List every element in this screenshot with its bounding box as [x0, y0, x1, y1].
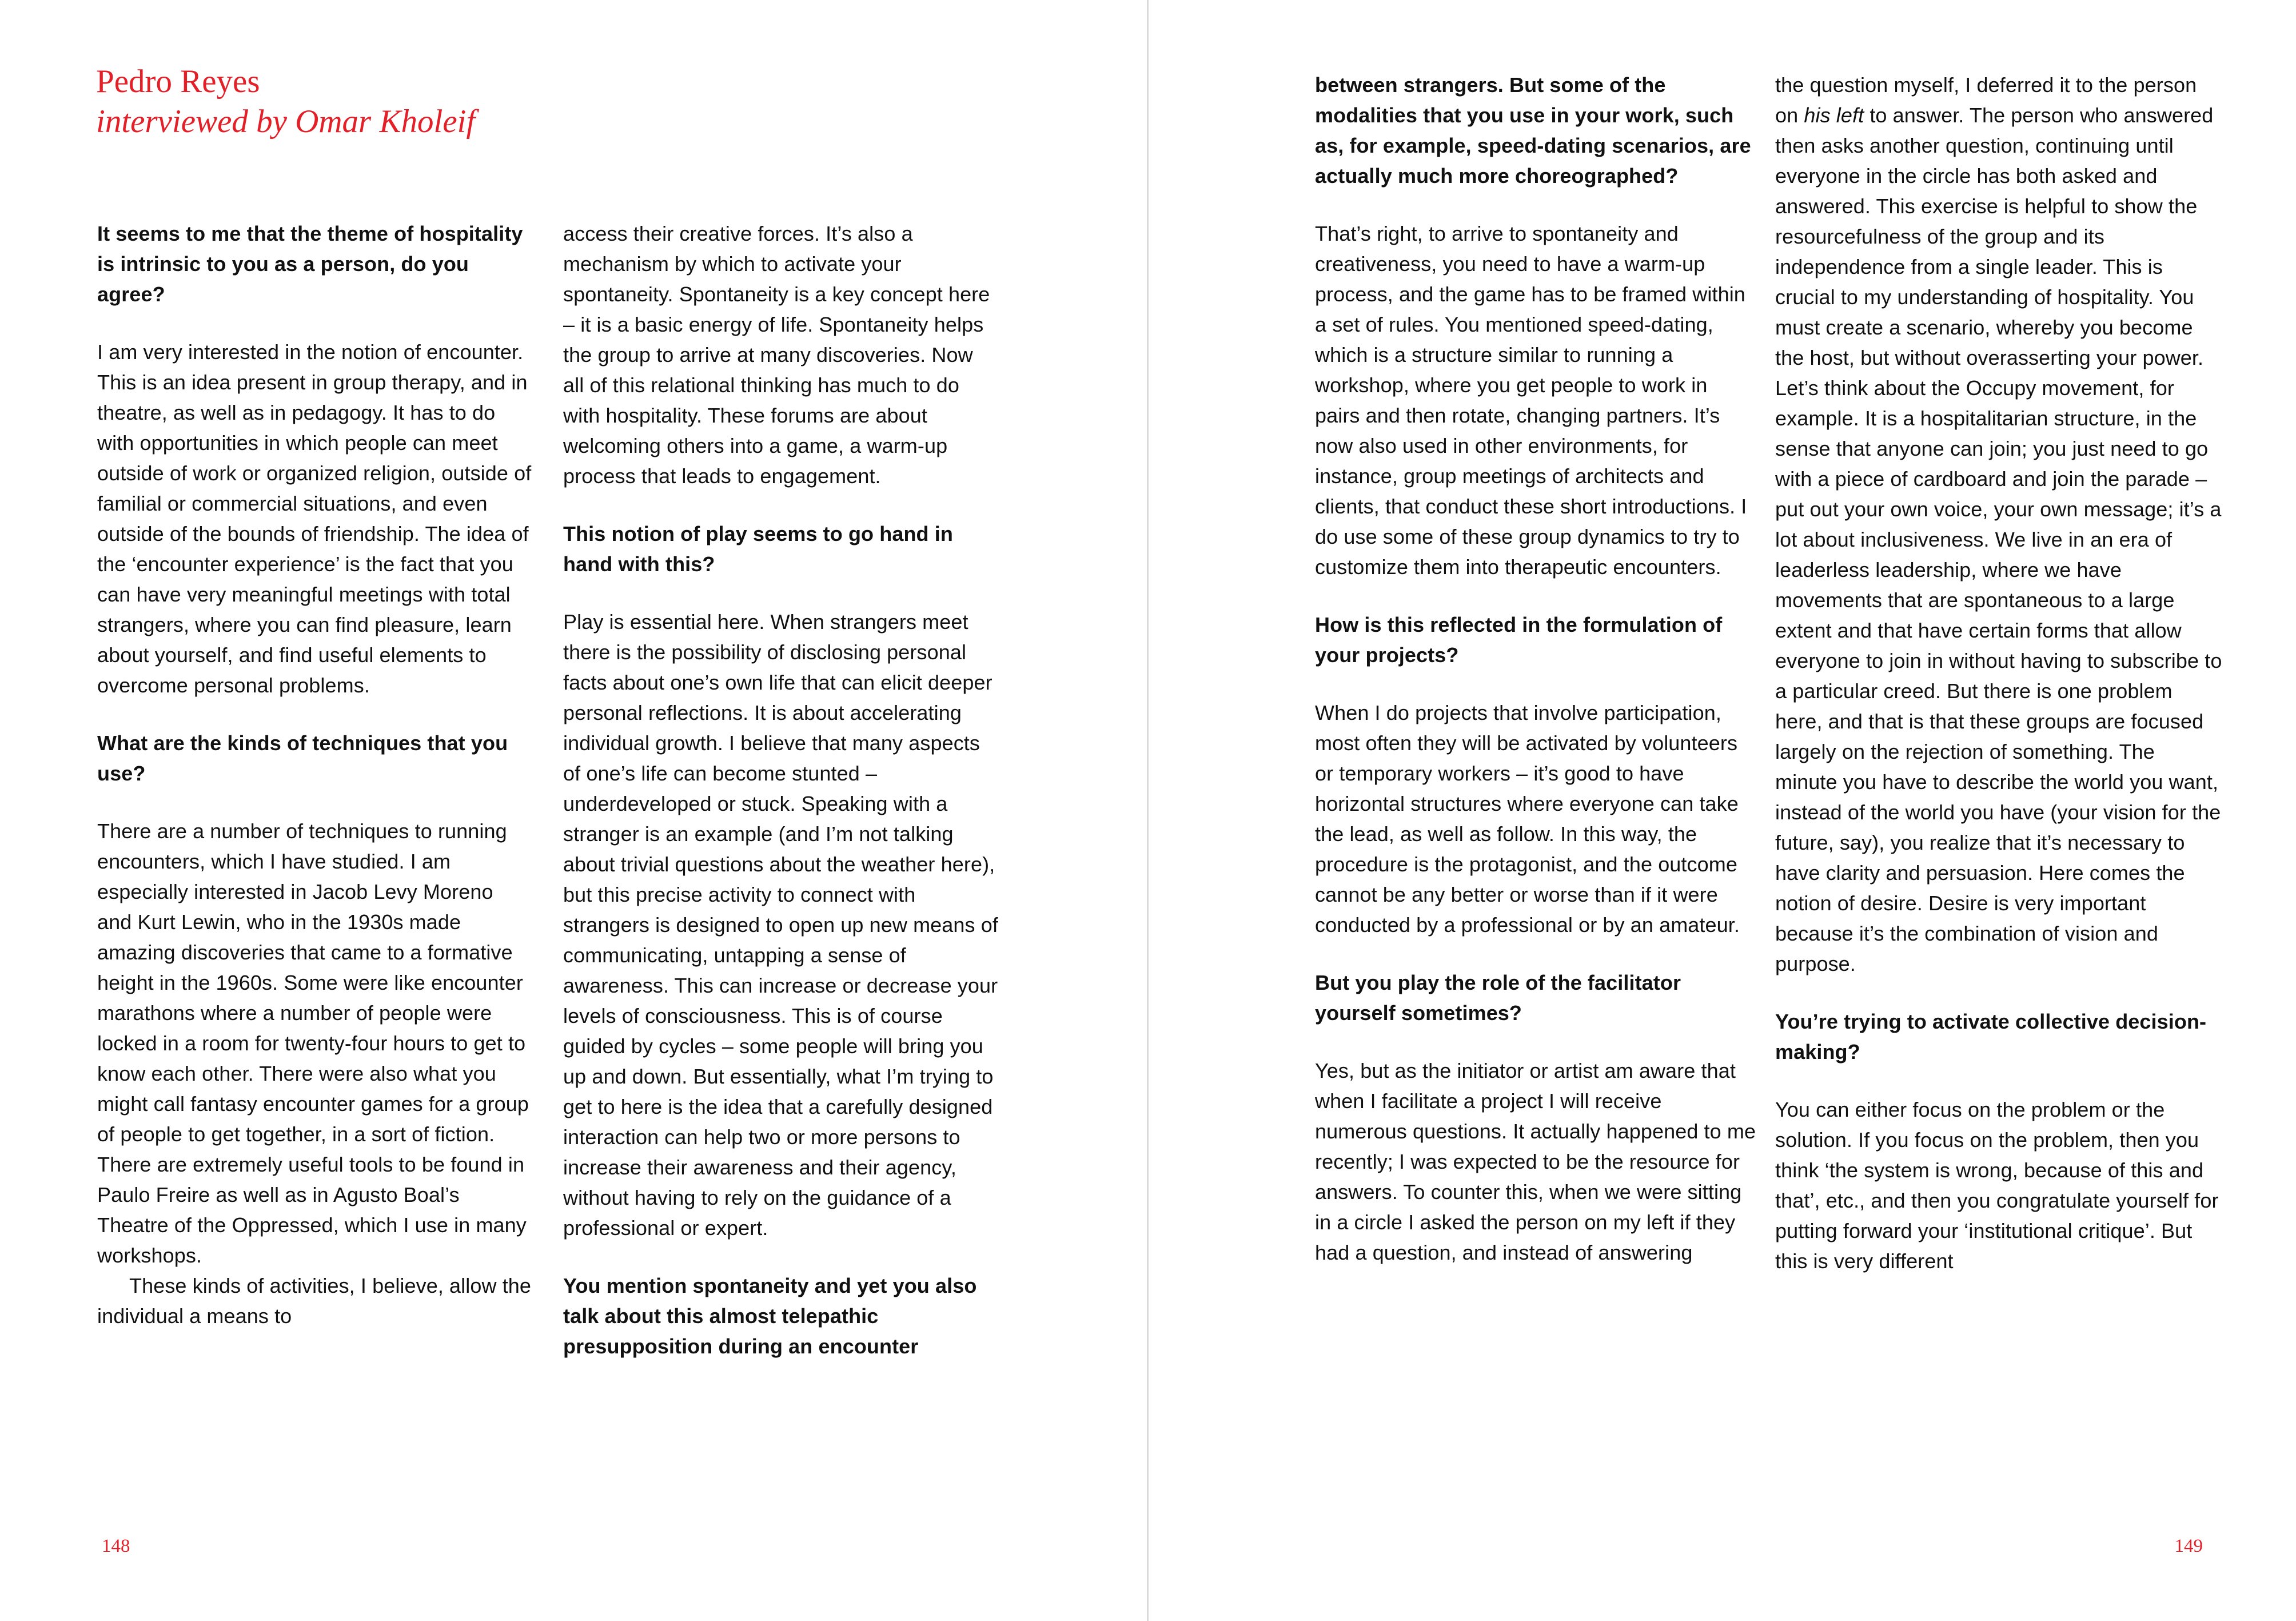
question-heading-continued: between strangers. But some of the modalities that you use in your work, such as, for example, speed-dating scenarios, are actually much more choreographed? [1315, 73, 1751, 188]
answer-paragraph: When I do projects that involve participation, most often they will be activated by volunteers or temporary workers – it’s good to have horizontal structures where everyone can take the lead, as well as follow. In this way, the procedure is the protagonist, and the outcome cannot be any better or worse than if it were conducted by a professional or by an amateur. [1315, 701, 1740, 937]
right-page-column-2 [1775, 70, 2222, 1304]
answer-paragraph: There are a number of techniques to running encounters, which I have studied. I am especially interested in Jacob Levy Moreno and Kurt Lewin, who in the 1930s made amazing discoveries that came to a formative height in the 1960s. Some were like encounter marathons where a number of people were locked in a room for twenty-four hours to get to know each other. There were also what you might call fantasy encounter games for a group of people to get together, in a sort of fiction. There are extremely useful tools to be found in Paulo Freire as well as in Agusto Boal’s Theatre of the Oppressed, which I use in many workshops. [97, 819, 529, 1267]
answer-paragraph: You can either focus on the problem or the solution. If you focus on the problem, then you think ‘the system is wrong, because of this and that’, etc., and then you congratulate yourself for putting forward your ‘institutional critique’. But this is very different [1775, 1098, 2219, 1273]
question-heading: You mention spontaneity and yet you also talk about this almost telepathic presupposition during an encounter [563, 1274, 977, 1358]
answer-text-italic: his left [1804, 103, 1864, 127]
page-number-left: 148 [102, 1536, 130, 1556]
page-gutter-line [1147, 0, 1149, 1621]
left-page-column-2 [563, 218, 999, 1389]
question-heading: You’re trying to activate collective decision-making? [1775, 1010, 2207, 1064]
right-page-column-1 [1315, 70, 1758, 1295]
question-heading: How is this reflected in the formulation of your projects? [1315, 613, 1723, 667]
question-heading: But you play the role of the facilitator yourself sometimes? [1315, 971, 1681, 1025]
answer-paragraph: Play is essential here. When strangers meet there is the possibility of disclosing personal facts about one’s own life that can elicit deeper personal reflections. It is about accelerating individual growth. I believe that many aspects of one’s life can become stunted – underdeveloped or stuck. Speaking with a stranger is an example (and I’m not talking about trivial questions about the weather here), but this precise activity to connect with strangers is designed to open up new means of communicating, untapping a sense of awareness. This can increase or decrease your levels of consciousness. This is of course guided by cycles – some people will bring you up and down. But essentially, what I’m trying to get to here is the idea that a carefully designed interaction can help two or more persons to increase their awareness and their agency, without having to rely on the guidance of a professional or expert. [563, 610, 998, 1240]
question-heading: This notion of play seems to go hand in hand with this? [563, 522, 953, 576]
left-page-column-1 [97, 218, 533, 1359]
question-heading: It seems to me that the theme of hospitality is intrinsic to you as a person, do you agree? [97, 222, 523, 306]
question-heading: What are the kinds of techniques that you use? [97, 731, 508, 785]
answer-text-segment: the question myself, I deferred it to the person on [1775, 73, 2197, 127]
answer-paragraph: Yes, but as the initiator or artist am aware that when I facilitate a project I will receive numerous questions. It actually happened to me recently; I was expected to be the resource for answers. To counter this, when we were sitting in a circle I asked the person on my left if they had a question, and instead of answering [1315, 1059, 1756, 1264]
answer-paragraph: That’s right, to arrive to spontaneity and creativeness, you need to have a warm-up process, and the game has to be framed within a set of rules. You mentioned speed-dating, which is a structure similar to running a workshop, where you get people to work in pairs and then rotate, changing partners. It’s now also used in other environments, for instance, group meetings of architects and clients, that conduct these short introductions. I do use some of these group dynamics to try to customize them into therapeutic encounters. [1315, 222, 1747, 579]
page-number-right: 149 [2174, 1536, 2203, 1556]
answer-paragraph: I am very interested in the notion of encounter. This is an idea present in group therapy, and in theatre, as well as in pedagogy. It has to do with opportunities in which people can meet outside of work or organized religion, outside of familial or commercial situations, and even outside of the bounds of friendship. The idea of the ‘encounter experience’ is the fact that you can have very meaningful meetings with total strangers, where you can find pleasure, learn about yourself, and find useful elements to overcome personal problems. [97, 340, 532, 697]
answer-paragraph-continued: access their creative forces. It’s also a mechanism by which to activate your spontaneity. Spontaneity is a key concept here – it is a basic energy of life. Spontaneity helps the group to arrive at many discoveries. Now all of this relational thinking has much to do with hospitality. These forums are about welcoming others into a game, a warm-up process that leads to engagement. [563, 222, 990, 488]
interviewer-byline: interviewed by Omar Kholeif [96, 103, 476, 140]
interviewee-name: Pedro Reyes [96, 63, 260, 99]
answer-paragraph-continued [1775, 70, 2222, 979]
article-title [96, 62, 475, 142]
answer-text-segment: to answer. The person who answered then asks another question, continuing until everyone in the circle has both asked and answered. This exercise is helpful to show the resourcefulness of the group and its independence from a single leader. This is crucial to my understanding of hospitality. You must create a scenario, whereby you become the host, but without overasserting your power. Let’s think about the Occupy movement, for example. It is a hospitalitarian structure, in the sense that anyone can join; you just need to go with a piece of cardboard and join the parade – put out your own voice, your own message; it’s a lot about inclusiveness. We live in an era of leaderless leadership, where we have movements that are spontaneous to a large extent and that have certain forms that allow everyone to join in without having to subscribe to a particular creed. But there is one problem here, and that is that these groups are focused largely on the rejection of something. The minute you have to describe the world you want, instead of the world you have (your vision for the future, say), you realize that it’s necessary to have clarity and persuasion. Here comes the notion of desire. Desire is very important because it’s the combination of vision and purpose. [1775, 103, 2222, 975]
answer-paragraph-indented: These kinds of activities, I believe, allow the individual a means to [97, 1274, 532, 1328]
